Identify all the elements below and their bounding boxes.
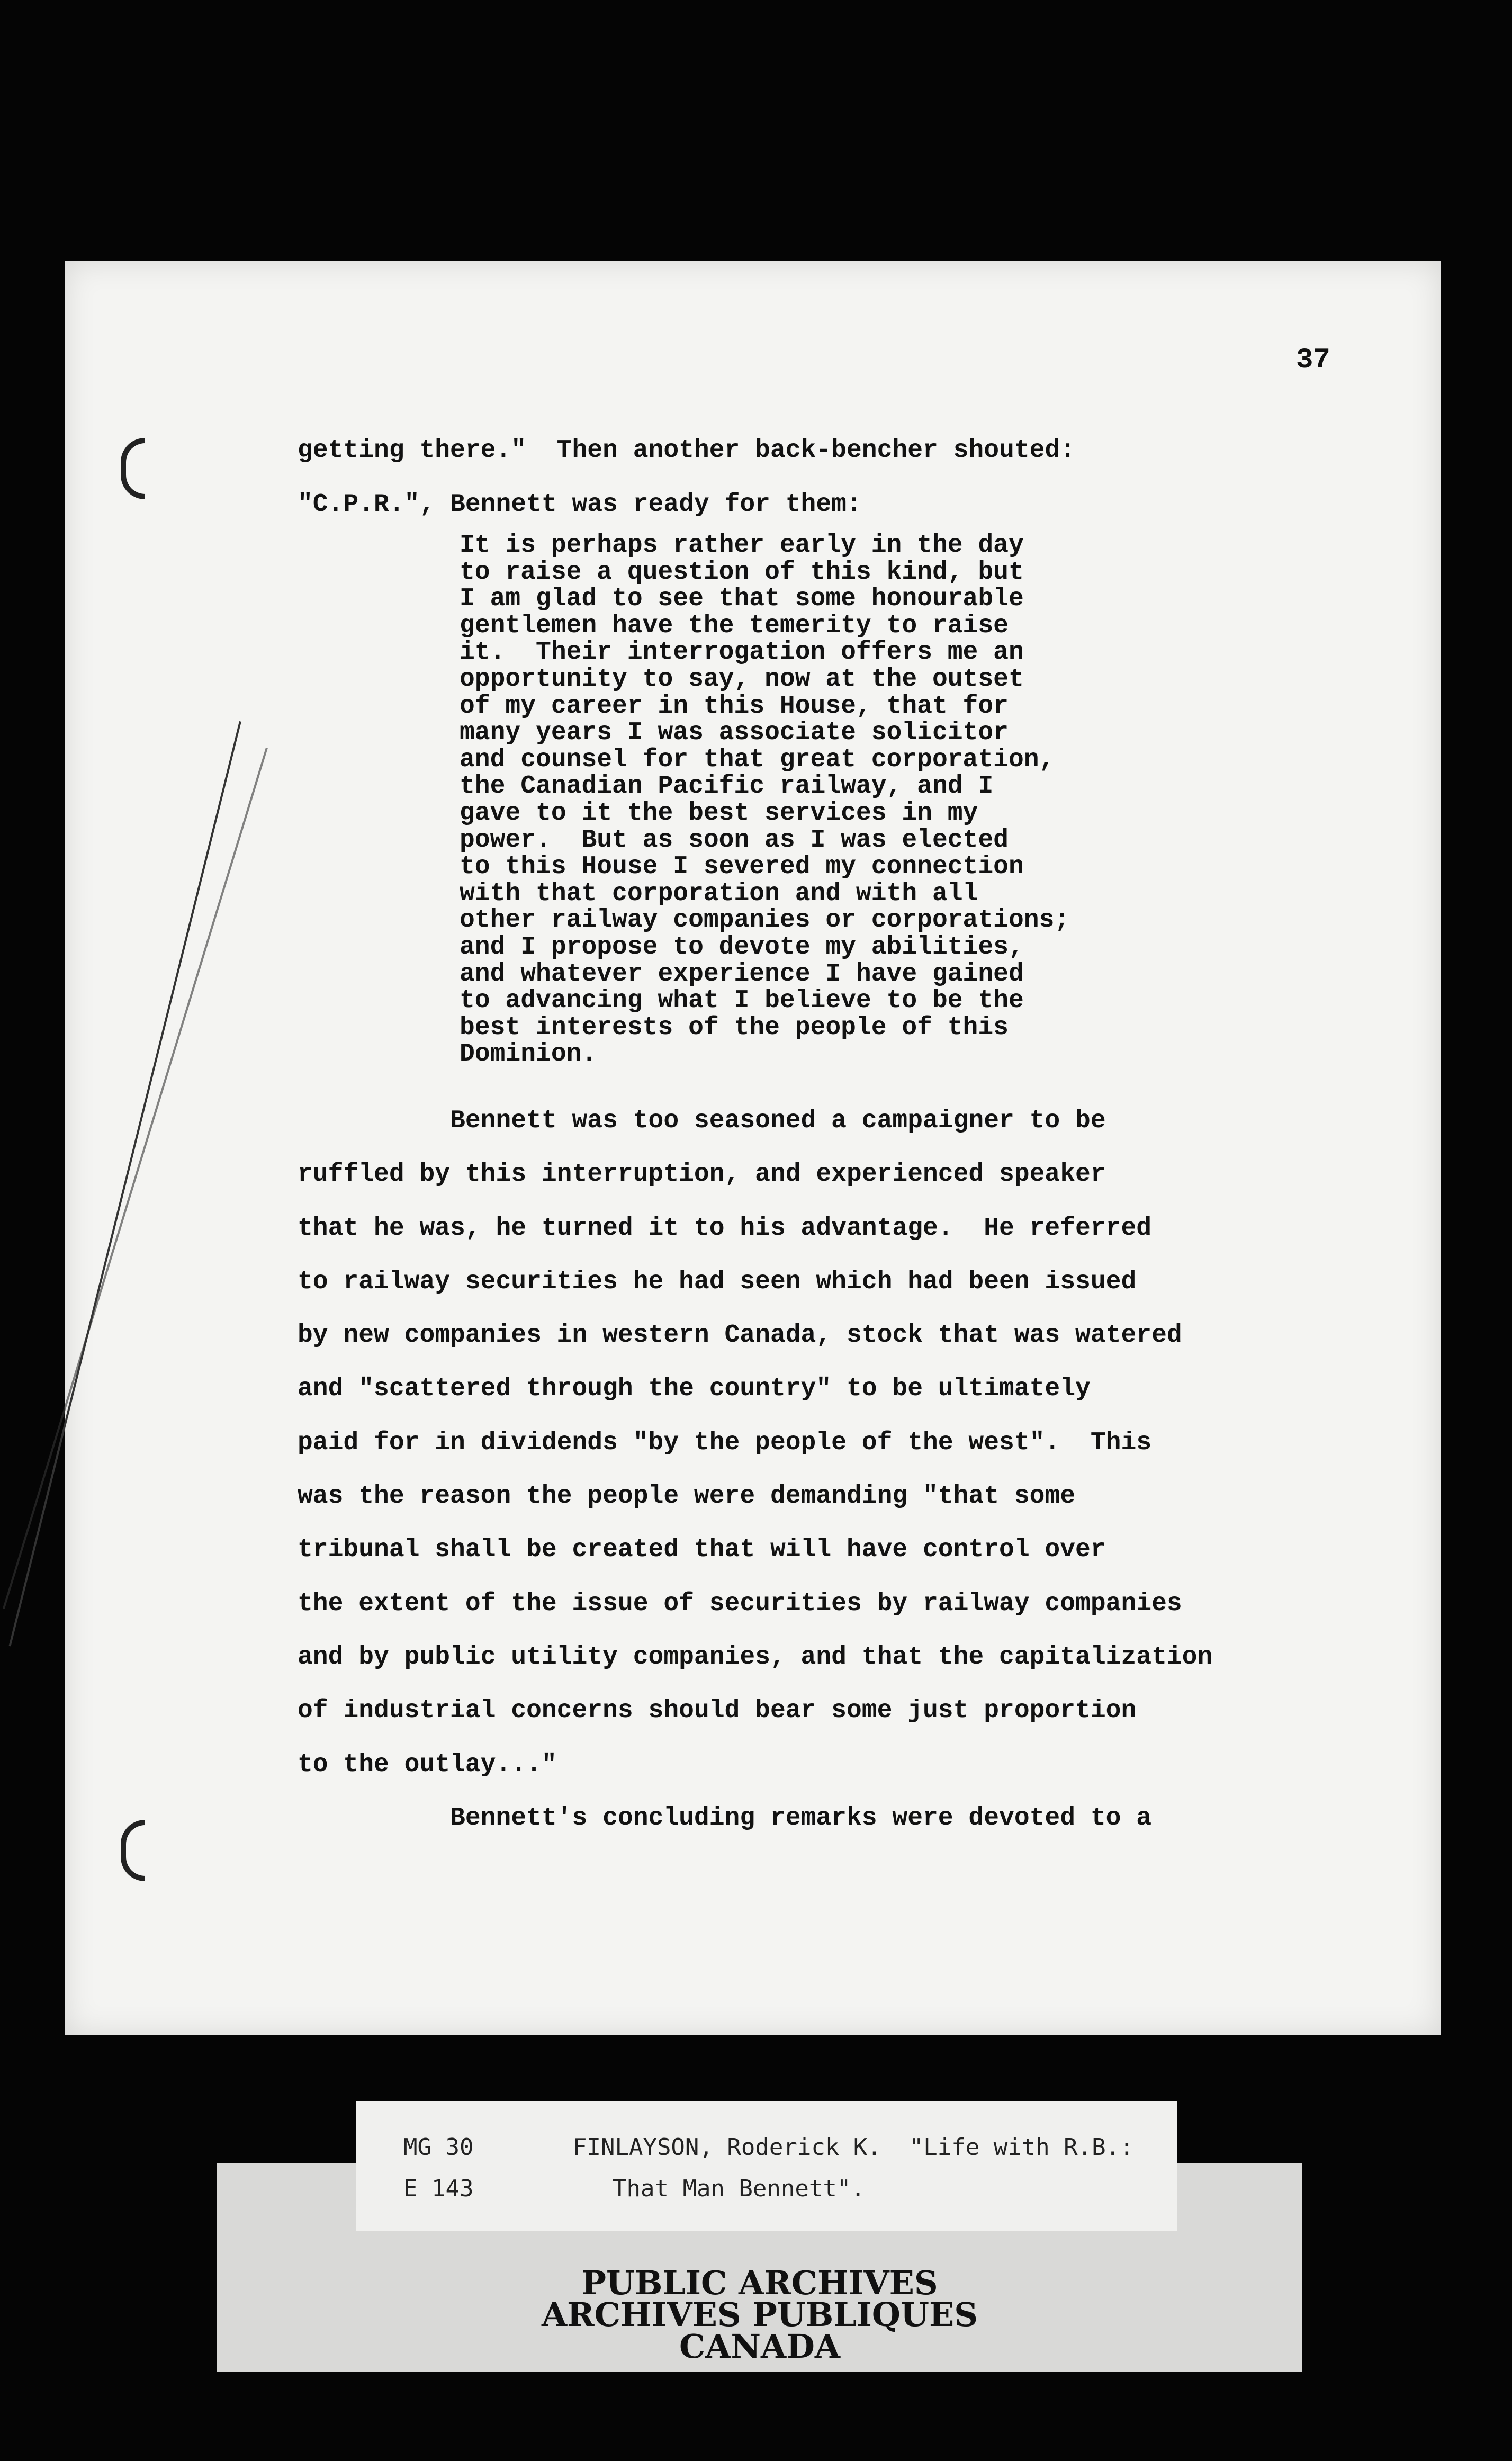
- binder-ring-mark-bottom: [121, 1820, 145, 1881]
- archives-stamp-line-2: ARCHIVES PUBLIQUES: [541, 2295, 978, 2334]
- reference-title-1: FINLAYSON, Roderick K. "Life with R.B.:: [573, 2134, 1134, 2161]
- archives-stamp-line-1: PUBLIC ARCHIVES: [581, 2264, 938, 2302]
- archives-stamp-line-3: CANADA: [679, 2327, 841, 2366]
- scratch-line: [3, 748, 268, 1609]
- reference-title-2: That Man Bennett".: [613, 2175, 865, 2202]
- scratch-line: [9, 721, 241, 1647]
- body-paragraphs: Bennett was too seasoned a campaigner to be ruffled by this interruption, and experienced speaker that he was, he turned it to his advantage. He referred to railway securities he had seen which had been issued by new companies in western Canada, stock that was watered and "scattered through the country" to be ultimately paid for in dividends "by the people of the west". This was the reason the people were demanding "that some tribunal shall be created that will have control over the extent of the issue of securities by railway companies and by public utility companies, and that the capitalization of industrial concerns should bear some just proportion to the outlay..." Bennett's concluding remarks were devoted to a: [298, 1107, 1213, 1833]
- opening-lines: getting there." Then another back-bencher shouted: "C.P.R.", Bennett was ready for them:: [298, 436, 1076, 519]
- binder-ring-mark-top: [121, 438, 145, 499]
- page-number: 37: [1296, 344, 1330, 376]
- reference-code-2: E 143: [403, 2175, 474, 2202]
- block-quote: It is perhaps rather early in the day to raise a question of this kind, but I am glad to see that some honourable gentlemen have the temerity to raise it. Their interrogation offers me an opportunity to say, now at the outset of my career in this House, that for many years I was associate solicitor and counsel for that great corporation, the Canadian Pacific railway, and I gave to it the best services in my power. But as soon as I was elected to this House I severed my connection with that corporation and with all other railway companies or corporations; and I propose to devote my abilities, and whatever experience I have gained to advancing what I believe to be the best interests of the people of this Dominion.: [460, 531, 1070, 1069]
- archive-reference-card: [356, 2101, 1177, 2231]
- reference-code-1: MG 30: [403, 2134, 474, 2161]
